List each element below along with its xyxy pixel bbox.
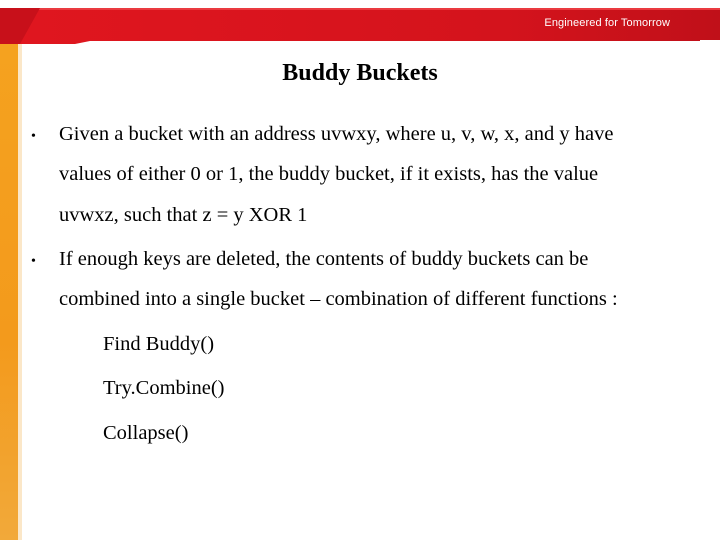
slide-title: Buddy Buckets xyxy=(282,60,438,86)
bullet-marker: • xyxy=(31,254,36,269)
function-find-buddy: Find Buddy() xyxy=(103,333,215,355)
bullet-1-line-1: Given a bucket with an address uvwxy, where u, v, w, x, and y have xyxy=(59,123,614,145)
header-banner xyxy=(0,0,720,44)
bullet-1-line-3: uvwxz, such that z = y XOR 1 xyxy=(59,204,308,226)
tagline: Engineered for Tomorrow xyxy=(544,17,670,29)
bullet-2-line-2: combined into a single bucket – combination of different functions : xyxy=(59,288,618,310)
left-frame-highlight xyxy=(18,44,22,540)
bullet-1-line-2: values of either 0 or 1, the buddy bucket, if it exists, has the value xyxy=(59,163,599,185)
bullet-2-line-1: If enough keys are deleted, the contents of buddy buckets can be xyxy=(59,248,589,270)
function-try-combine: Try.Combine() xyxy=(103,377,225,399)
left-frame-bar xyxy=(0,44,18,540)
function-collapse: Collapse() xyxy=(103,422,189,444)
bullet-marker: • xyxy=(31,129,36,144)
